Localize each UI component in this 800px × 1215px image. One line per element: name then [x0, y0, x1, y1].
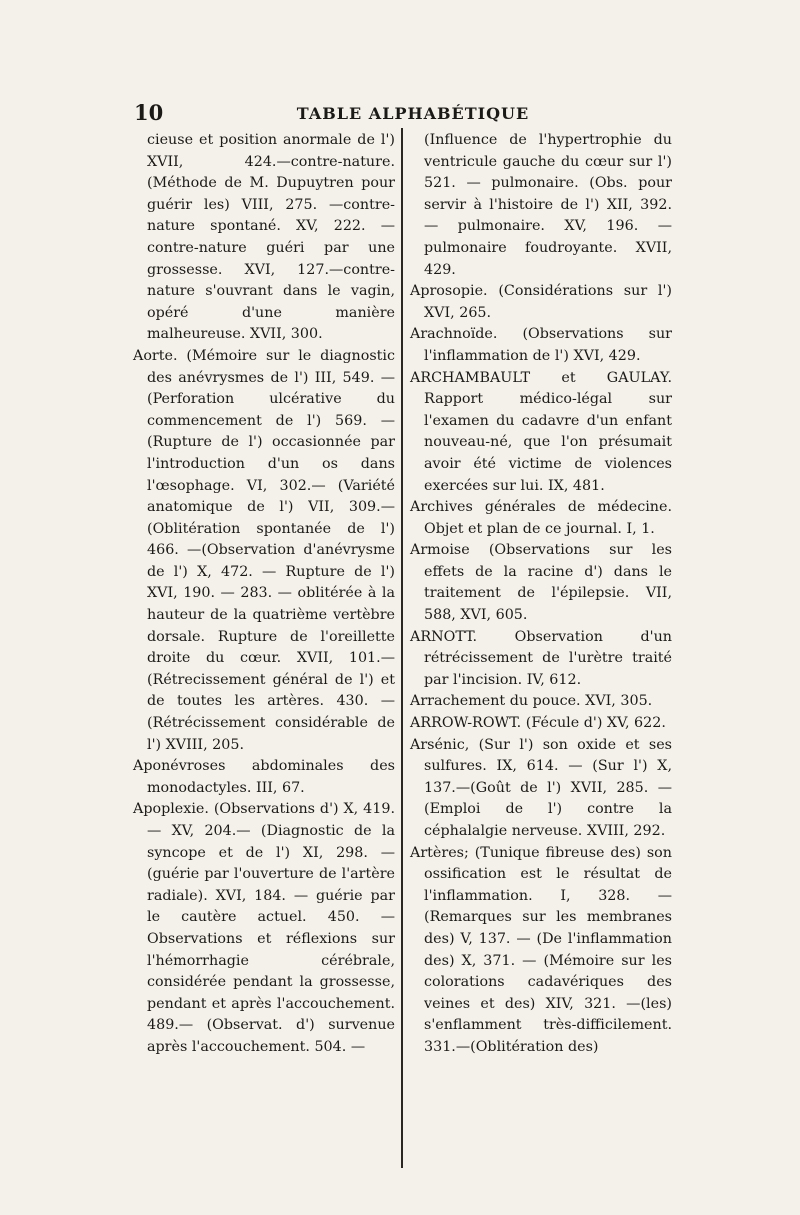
index-entry-arrachement: Arrachement du pouce. XVI, 305. — [410, 693, 653, 710]
index-entry-archambault: ARCHAMBAULT et GAULAY. Rapport médico-légal sur l'examen du cadavre d'un enfant nouveau-né, que l'on présumait avoir été victime de violences exercées sur lui. IX, 481. — [410, 369, 672, 494]
index-entry-arsenic: Arsénic, (Sur l') son oxide et ses sulfures. IX, 614. — (Sur l') X, 137.—(Goût de l') XVII, 285. — (Emploi de l') contre la céphalalgie nerveuse. XVIII, 292. — [410, 736, 672, 839]
left-column — [133, 130, 395, 1059]
index-entry-arnott: ARNOTT. Observation d'un rétrécissement de l'urètre traité par l'incision. IV, 612. — [410, 628, 672, 688]
index-entry-intestin-continued: cieuse et position anormale de l') XVII, 424.—contre-nature. (Méthode de M. Dupuytren pour guérir les) VIII, 275. —contre-nature spontané. XV, 222. — contre-nature guéri par une grossesse. XVI, 127.—contre-nature s'ouvrant dans le vagin, opéré d'une manière malheureuse. XVII, 300. — [147, 132, 395, 343]
index-entry-aorte: Aorte. (Mémoire sur le diagnostic des anévrysmes de l') III, 549. — (Perforation ulcérative du commencement de l') 569. — (Rupture de l') occasionnée par l'introduction d'un os dans l'œsophage. VI, 302.— (Variété anatomique de l') VII, 309.—(Oblitération spontanée de l') 466. —(Observation d'anévrysme de l') X, 472. — Rupture de l') XVI, 190. — 283. — oblitérée à la hauteur de la quatrième vertèbre dorsale. Rupture de l'oreillette droite du cœur. XVII, 101.—(Rétrecissement général de l') et de toutes les artères. 430. — (Rétrécissement considérable de l') XVIII, 205. — [133, 347, 395, 753]
index-entry-aprosopie: Aprosopie. (Considérations sur l') XVI, 265. — [410, 283, 672, 321]
page-number: 10 — [134, 100, 164, 125]
index-entry-archives: Archives générales de médecine. Objet et plan de ce journal. I, 1. — [410, 499, 672, 537]
index-entry-arrow-rowt: ARROW-ROWT. (Fécule d') XV, 622. — [410, 715, 666, 732]
index-entry-arteres: Artères; (Tunique fibreuse des) son ossification est le résultat de l'inflammation. I, 328. — (Remarques sur les membranes des) V, 137. — (De l'inflammation des) X, 371. — (Mémoire sur les colorations cadavériques des veines et des) XIV, 321. —(les) s'enflamment très-difficilement. 331.—(Oblitération des) — [410, 844, 672, 1055]
index-entry-aponevroses: Aponévroses abdominales des monodactyles. III, 67. — [133, 758, 395, 796]
column-divider — [401, 128, 403, 1168]
index-entry-apoplexie: Apoplexie. (Observations d') X, 419. — XV, 204.— (Diagnostic de la syncope et de l') XI, 298. — (guérie par l'ouverture de l'artère radiale). XVI, 184. — guérie par le cautère actuel. 450. — Observations et réflexions sur l'hémorrhagie cérébrale, considérée pendant la grossesse, pendant et après l'accouchement. 489.— (Observat. d') survenue après l'accouchement. 504. — — [133, 801, 395, 1055]
running-title: TABLE ALPHABÉTIQUE — [296, 104, 530, 123]
index-entry-arachnoide: Arachnoïde. (Observations sur l'inflammation de l') XVI, 429. — [410, 326, 672, 364]
right-column — [410, 130, 672, 1059]
page-header — [128, 100, 668, 128]
index-entry-apoplexie-continued: (Influence de l'hypertrophie du ventricule gauche du cœur sur l') 521. — pulmonaire. (Obs. pour servir à l'histoire de l') XII, 392. — pulmonaire. XV, 196. — pulmonaire foudroyante. XVII, 429. — [424, 132, 672, 278]
index-entry-armoise: Armoise (Observations sur les effets de la racine d') dans le traitement de l'épilepsie. VII, 588, XVI, 605. — [410, 542, 672, 624]
